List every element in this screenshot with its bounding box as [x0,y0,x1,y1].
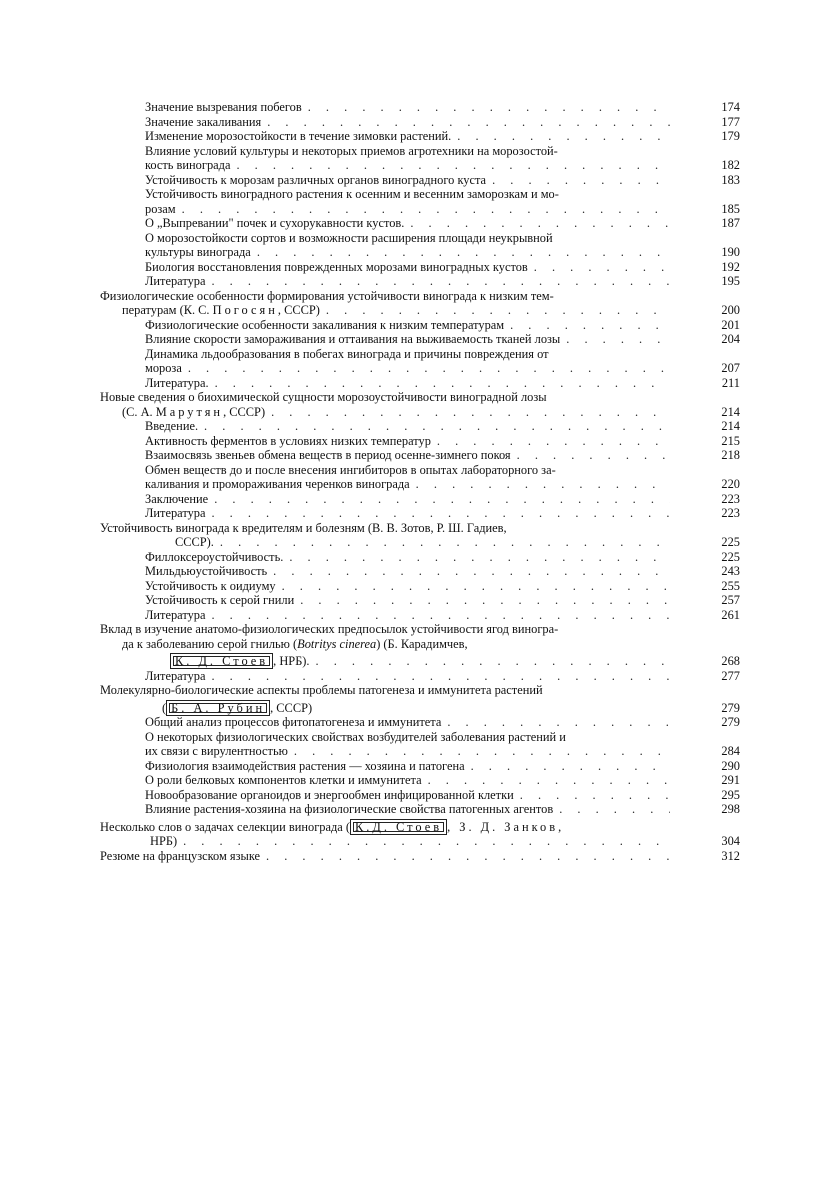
toc-entry: Значение закаливания . . . 177 [100,115,740,130]
page-number: 279 [721,700,740,715]
toc-entry: Устойчивость к морозам различных органов виноградного куста . . . 183 [100,173,740,188]
toc-entry: О некоторых физиологических свойствах возбудителей заболевания растений и их связи с вирулентностью . . . 284 [100,730,740,759]
page-number: 215 [721,433,740,448]
page-number: 187 [721,216,740,230]
page-number: 183 [721,172,740,187]
author-box: К.Д. Стоев [350,819,447,835]
author-name: Погосян [212,303,278,317]
author-name: Марутян [155,404,224,419]
page-number: 225 [721,549,740,564]
toc-chapter: Устойчивость винограда к вредителям и болезням (В. В. Зотов, Р. Ш. Гадиев, СССР). . . . 225 [100,521,740,550]
toc-entry: О роли белковых компонентов клетки и иммунитета . . . 291 [100,773,740,788]
page-number: 179 [721,129,740,143]
page-number: 261 [721,607,740,622]
page-number: 225 [721,535,740,549]
page-number: 243 [721,564,740,578]
page-number: 277 [721,668,740,683]
page-number: 200 [721,303,740,317]
toc-entry: Обмен веществ до и после внесения ингибиторов в опытах лабораторного за- каливания и проморaживания черенков винограда . . . 220 [100,463,740,492]
toc-entry: Филлоксероустойчивость. . . . 225 [100,550,740,565]
page-number: 223 [721,491,740,506]
toc-entry: Динамика льдообразования в побегах винограда и причины повреждения от мороза . . . 207 [100,347,740,376]
page-number: 290 [721,758,740,773]
toc-entry: Устойчивость к оидиуму . . . 255 [100,579,740,594]
page-number: 223 [721,506,740,520]
toc-chapter: Молекулярно-биологические аспекты проблемы патогенеза и иммунитета растений ( Б. А. Рубин , СССР) 279 [100,683,740,715]
toc-entry: О морозостойкости сортов и возможности расширения площади неукрывной культуры винограда . . . 190 [100,231,740,260]
page-number: 255 [721,578,740,593]
toc-entry: Литература . . . 195 [100,274,740,289]
toc-entry: Заключение . . . 223 [100,492,740,507]
toc-entry: Влияние скорости замораживания и оттаивания на выживаемость тканей лозы . . . 204 [100,332,740,347]
toc-entry: Биология восстановления поврежденных морозами виноградных кустов . . . 192 [100,260,740,275]
page-number: 295 [721,787,740,802]
page-number: 214 [721,419,740,433]
toc-entry: Новообразование органоидов и энергообмен инфицированной клетки . . . 295 [100,788,740,803]
toc-chapter: Новые сведения о биохимической сущности морозоустойчивости виноградной лозы (С. А. Марутян, СССР) . . . 214 [100,390,740,419]
page-number: 204 [721,332,740,346]
toc-entry: Литература . . . 261 [100,608,740,623]
page-number: 298 [721,802,740,816]
page-number: 211 [721,375,740,390]
toc-entry: Устойчивость виноградного растения к осенним и весенним заморозкам и мо- розам . . . 185 [100,187,740,216]
page-number: 268 [721,654,740,668]
toc-entry: Введение. . . . 214 [100,419,740,434]
toc-entry: Взаимосвязь звеньев обмена веществ в период осенне-зимнего покоя . . . 218 [100,448,740,463]
page-number: 312 [721,848,740,863]
toc-entry: Активность ферментов в условиях низких температур . . . 215 [100,434,740,449]
toc-chapter: Резюме на французском языке . . . 312 [100,849,740,864]
toc-chapter: Несколько слов о задачах селекции винограда ( К.Д. Стоев , З. Д. Занков, НРБ) . . . 304 [100,820,740,849]
page-number: 177 [721,114,740,129]
page-number: 218 [721,448,740,462]
page-number: 174 [721,100,740,114]
toc-entry: Общий анализ процессов фитопатогенеза и иммунитета . . . 279 [100,715,740,730]
toc-chapter: Вклад в изучение анатомо-физиологических предпосылок устойчивости ягод виногра- да к заболеванию серой гнилью (Botritys cinerea) (Б. Карадимчев, К. Д. Стоев , НРБ). . . . 268 [100,622,740,669]
page-number: 304 [721,834,740,848]
toc-entry: Влияние условий культуры и некоторых приемов агротехники на морозостой- кость винограда . . . 182 [100,144,740,173]
page-number: 220 [721,477,740,491]
toc-entry: Физиологические особенности закаливания к низким температурам . . . 201 [100,318,740,333]
page-number: 214 [721,404,740,419]
page-number: 185 [721,201,740,216]
toc-entry: Значение вызревания побегов . . . 174 [100,100,740,115]
author-box: К. Д. Стоев [170,653,273,669]
page-number: 291 [721,773,740,787]
page-number: 195 [721,274,740,288]
toc-entry: Литература. . . . 211 [100,376,740,391]
author-box: Б. А. Рубин [166,700,270,716]
toc-entry: Мильдьюустойчивость . . . 243 [100,564,740,579]
page-number: 284 [721,744,740,758]
toc-entry: Литература . . . 223 [100,506,740,521]
toc-entry: Изменение морозостойкости в течение зимовки растений. . . . 179 [100,129,740,144]
toc-entry: Устойчивость к серой гнили . . . 257 [100,593,740,608]
toc-entry: О „Выпревании" почек и сухорукавности кустов. . . . 187 [100,216,740,231]
page-number: 192 [721,259,740,274]
toc-chapter: Физиологические особенности формирования устойчивости винограда к низким тем- пературам (К. С. Погосян, СССР) . . . 200 [100,289,740,318]
page-number: 207 [721,361,740,375]
table-of-contents [100,100,740,863]
toc-entry: Литература . . . 277 [100,669,740,684]
toc-entry: Физиология взаимодействия растения — хозяина и патогена . . . 290 [100,759,740,774]
page-number: 201 [721,317,740,332]
page-number: 190 [721,245,740,259]
toc-entry: Влияние растения-хозяина на физиологические свойства патогенных агентов . . . 298 [100,802,740,817]
page-number: 182 [721,158,740,172]
page-number: 279 [721,715,740,729]
page-number: 257 [721,593,740,607]
